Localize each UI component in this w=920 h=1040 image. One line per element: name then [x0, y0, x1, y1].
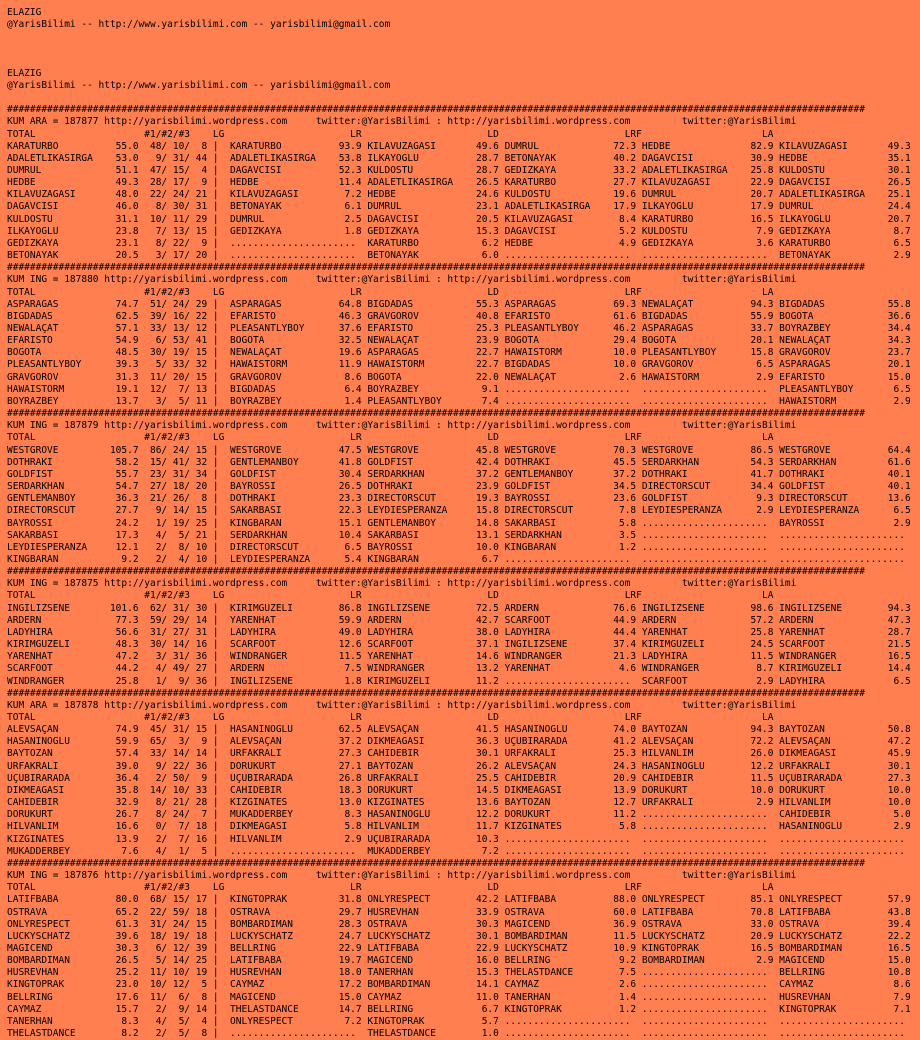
table-row: BAYROSSI 24.2 1/ 19/ 25 | KINGBARAN 15.1 GENTLEMANBOY 14.8 SAKARBASI 5.8 ...................... BAYROSSI 2.9 [7, 517, 911, 529]
separator-line: ###################################################################################################################################################### [7, 262, 865, 274]
table-row: ALEVSAÇAN 74.9 45/ 31/ 15 | HASANINOGLU 62.5 ALEVSAÇAN 41.5 HASANINOGLU 74.0 BAYTOZAN 94.3 BAYTOZAN 50.8 [7, 724, 911, 736]
table-row: NEWALAÇAT 57.1 33/ 13/ 12 | PLEASANTLYBOY 37.6 EFARISTO 25.3 PLEASANTLYBOY 46.2 ASPARAGAS 33.7 BOYRAZBEY 34.4 [7, 323, 911, 334]
table-row: YARENHAT 47.2 3/ 31/ 36 | WINDRANGER 11.5 YARENHAT 14.6 WINDRANGER 21.3 LADYHIRA 11.5 WINDRANGER 16.5 [7, 651, 911, 663]
table-row: ONLYRESPECT 61.3 31/ 24/ 15 | BOMBARDIMAN 28.3 OSTRAVA 30.3 MAGICEND 36.9 OSTRAVA 33.0 OSTRAVA 39.4 [7, 918, 911, 930]
table-row: SAKARBASI 17.3 4/ 5/ 21 | SERDARKHAN 10.4 SAKARBASI 13.1 SERDARKHAN 3.5 ...................... ...................... [7, 529, 905, 541]
race-section [7, 858, 920, 1040]
spacer [7, 43, 920, 55]
table-row: BELLRING 17.6 11/ 6/ 8 | MAGICEND 15.0 CAYMAZ 11.0 TANERHAN 1.4 ...................... HÜSREVHAN 7.9 [7, 991, 911, 1003]
table-row: EFARISTO 54.9 6/ 53/ 41 | BOGOTA 32.5 NEWALAÇAT 23.9 BOGOTA 29.4 BOGOTA 20.1 NEWALAÇAT 34.3 [7, 335, 911, 347]
contact-line: @YarisBilimi -- http://www.yarisbilimi.com -- yarisbilimi@gmail.com [7, 79, 391, 91]
table-row: PLEASANTLYBOY 39.3 5/ 33/ 32 | HAWAISTORM 11.9 HAWAISTORM 22.7 BIGDADAS 10.0 GRAVGOROV 6.5 ASPARAGAS 20.1 [7, 359, 911, 371]
table-row: KINGTOPRAK 23.0 10/ 12/ 5 | CAYMAZ 17.2 BOMBARDIMAN 14.1 CAYMAZ 2.6 ...................... CAYMAZ 8.6 [7, 979, 911, 991]
table-row: GENTLEMANBOY 36.3 21/ 26/ 8 | DOTHRAKI 23.3 DIRECTORSCUT 19.3 BAYROSSI 23.6 GOLDFIST 9.3 DIRECTORSCUT 13.6 [7, 493, 911, 505]
table-row: DIKMEAGASI 35.8 14/ 10/ 33 | CAHIDEBIR 18.3 DORUKURT 14.5 DIKMEAGASI 13.9 DORUKURT 10.0 DORUKURT 10.0 [7, 784, 911, 796]
race-header: KUM ING = 187875 http://yarisbilimi.wordpress.com twitter:@YarisBilimi : http://yarisbilimi.wordpress.com twitter:@YarisBilimi [7, 578, 797, 590]
table-row: BOYRAZBEY 13.7 3/ 5/ 11 | BOYRAZBEY 1.4 PLEASANTLYBOY 7.4 ...................... ...................... HAWAISTORM 2.9 [7, 395, 911, 407]
table-row: KINGBARAN 9.2 2/ 4/ 10 | LEYDIESPERANZA 5.4 KINGBARAN 6.7 ...................... ...................... ...................... [7, 553, 905, 565]
table-row: MAGICEND 30.3 6/ 12/ 39 | BELLRING 22.9 LATIFBABA 22.9 LUCKYSCHATZ 10.9 KINGTOPRAK 16.5 BOMBARDIMAN 16.5 [7, 942, 911, 954]
table-row: URFAKRALI 39.0 9/ 22/ 36 | DORUKURT 27.1 BAYTOZAN 26.2 ALEVSAÇAN 24.3 HASANINOGLU 12.2 URFAKRALI 30.1 [7, 760, 911, 772]
column-headers: TOTAL #1/#2/#3 LG LR LD LRF LA [7, 882, 774, 894]
table-row: HEDBE 49.3 28/ 17/ 9 | HEDBE 11.4 ADALETLIKASIRGA 26.5 KARATURBO 27.7 KILAVUZAGASI 22.9 DAGAVCISI 26.5 [7, 177, 911, 189]
table-row: OSTRAVA 65.2 22/ 59/ 18 | OSTRAVA 29.7 HÜSREVHAN 33.9 OSTRAVA 60.0 LATIFBABA 70.8 LATIFBABA 43.8 [7, 906, 911, 918]
table-row: KILAVUZAGASI 48.0 22/ 24/ 21 | KILAVUZAGASI 7.2 HEDBE 24.6 KULDOSTU 19.6 DUMRUL 20.7 ADALETLIKASIRGA 25.1 [7, 189, 911, 201]
separator-line: ###################################################################################################################################################### [7, 408, 865, 420]
spacer [7, 31, 920, 43]
page-title: ELAZIG [7, 67, 42, 79]
table-row: ARDERN 77.3 59/ 29/ 14 | YARENHAT 59.9 ARDERN 42.7 SCARFOOT 44.9 ARDERN 57.2 ARDERN 47.3 [7, 614, 911, 626]
separator-line: ###################################################################################################################################################### [7, 104, 865, 116]
table-row: KULDOSTU 31.1 10/ 11/ 29 | DUMRUL 2.5 DAGAVCISI 20.5 KILAVUZAGASI 8.4 KARATURBO 16.5 ILKAYOGLU 20.7 [7, 213, 911, 225]
table-row: ÜÇÜBIRARADA 36.4 2/ 50/ 9 | ÜÇÜBIRARADA 26.8 URFAKRALI 25.5 CAHIDEBIR 20.9 CAHIDEBIR 11.5 ÜÇÜBIRARADA 27.3 [7, 772, 911, 784]
race-sections [7, 104, 920, 1040]
column-headers: TOTAL #1/#2/#3 LG LR LD LRF LA [7, 712, 774, 723]
table-row: CAHIDEBIR 32.9 8/ 21/ 28 | KIZGINATES 13.0 KIZGINATES 13.6 BAYTOZAN 12.7 URFAKRALI 2.9 HILVANLIM 10.0 [7, 797, 911, 809]
table-row: ADALETLIKASIRGA 53.0 9/ 31/ 44 | ADALETLIKASIRGA 53.8 ILKAYOGLU 28.7 BETONAYAK 40.2 DAGAVCISI 30.9 HEDBE 35.1 [7, 152, 911, 164]
table-row: ASPARAGAS 74.7 51/ 24/ 29 | ASPARAGAS 64.8 BIGDADAS 55.3 ASPARAGAS 69.3 NEWALAÇAT 94.3 BIGDADAS 55.8 [7, 298, 911, 310]
table-row: TANERHAN 8.3 4/ 5/ 4 | ONLYRESPECT 7.2 KINGTOPRAK 5.7 ...................... ...................... ...................... [7, 1015, 905, 1027]
table-row: BETONAYAK 20.5 3/ 17/ 20 | ...................... BETONAYAK 6.0 ...................... ...................... BETONAYAK 2.9 [7, 250, 911, 262]
table-row: DAGAVCISI 46.0 8/ 30/ 31 | BETONAYAK 6.1 DUMRUL 23.1 ADALETLIKASIRGA 17.9 ILKAYOGLU 17.9 DUMRUL 24.4 [7, 201, 911, 213]
column-headers: TOTAL #1/#2/#3 LG LR LD LRF LA [7, 590, 774, 602]
table-row: MUKADDERBEY 7.6 4/ 1/ 5 | ...................... MUKADDERBEY 7.2 ...................... ...................... ...................... [7, 845, 905, 857]
column-headers: TOTAL #1/#2/#3 LG LR LD LRF LA [7, 128, 774, 140]
spacer [7, 92, 920, 104]
race-header: KUM ARA = 187878 http://yarisbilimi.wordpress.com twitter:@YarisBilimi : http://yarisbilimi.wordpress.com twitter:@YarisBilimi [7, 699, 797, 711]
separator-line: ###################################################################################################################################################### [7, 687, 865, 699]
column-headers: TOTAL #1/#2/#3 LG LR LD LRF LA [7, 432, 774, 444]
race-section [7, 566, 920, 688]
race-header: KUM ARA = 187877 http://yarisbilimi.wordpress.com twitter:@YarisBilimi : http://yarisbilimi.wordpress.com twitter:@YarisBilimi [7, 116, 797, 128]
table-row: BOGOTA 48.5 30/ 19/ 15 | NEWALAÇAT 19.6 ASPARAGAS 22.7 HAWAISTORM 10.0 PLEASANTLYBOY 15.8 GRAVGOROV 23.7 [7, 347, 911, 359]
table-row: ILKAYOGLU 23.8 7/ 13/ 15 | GEDIZKAYA 1.8 GEDIZKAYA 15.3 DAGAVCISI 5.2 KULDOSTU 7.9 GEDIZKAYA 8.7 [7, 225, 911, 237]
race-section [7, 688, 920, 858]
table-row: SERDARKHAN 54.7 27/ 18/ 20 | BAYROSSI 26.5 DOTHRAKI 23.9 GOLDFIST 34.5 DIRECTORSCUT 34.4 GOLDFIST 40.1 [7, 481, 911, 493]
table-row: DUMRUL 51.1 47/ 15/ 4 | DAGAVCISI 52.3 KULDOSTU 28.7 GEDIZKAYA 33.2 ADALETLIKASIRGA 25.8 KULDOSTU 30.1 [7, 164, 911, 176]
table-row: HASANINOGLU 59.9 65/ 3/ 9 | ALEVSAÇAN 37.2 DIKMEAGASI 36.3 ÜÇÜBIRARADA 41.2 ALEVSAÇAN 72.2 ALEVSAÇAN 47.2 [7, 736, 911, 748]
separator-line: ###################################################################################################################################################### [7, 566, 865, 578]
table-row: GOLDFIST 55.7 23/ 31/ 34 | GOLDFIST 30.4 SERDARKHAN 37.2 GENTLEMANBOY 37.2 DOTHRAKI 41.7 DOTHRAKI 40.1 [7, 468, 911, 480]
race-section [7, 104, 920, 262]
table-row: HILVANLIM 16.6 0/ 7/ 18 | DIKMEAGASI 5.8 HILVANLIM 11.7 KIZGINATES 5.8 ...................... HASANINOGLU 2.9 [7, 821, 911, 833]
table-row: THELASTDANCE 8.2 2/ 5/ 8 | ...................... THELASTDANCE 1.0 ...................... ...................... ...................... [7, 1028, 905, 1040]
spacer [7, 56, 920, 68]
race-section [7, 262, 920, 408]
table-row: HÜSREVHAN 25.2 11/ 10/ 19 | HÜSREVHAN 18.0 TANERHAN 15.3 THELASTDANCE 7.5 ...................... BELLRING 10.8 [7, 967, 911, 979]
page-title: ELAZIG [7, 7, 42, 18]
table-row: KIZGINATES 13.9 2/ 7/ 16 | HILVANLIM 2.9 ÜÇÜBIRARADA 10.3 ...................... ...................... ...................... [7, 833, 905, 845]
table-row: KARATURBO 55.0 48/ 10/ 8 | KARATURBO 93.9 KILAVUZAGASI 49.6 DUMRUL 72.3 HEDBE 82.9 KILAVUZAGASI 49.3 [7, 140, 911, 152]
table-row: WINDRANGER 25.8 1/ 9/ 36 | INGILIZSENE 1.8 KIRIMGÜZELI 11.2 ...................... SCARFOOT 2.9 LADYHIRA 6.5 [7, 675, 911, 687]
table-row: HAWAISTORM 19.1 12/ 7/ 13 | BIGDADAS 6.4 BOYRAZBEY 9.1 ...................... ...................... PLEASANTLYBOY 6.5 [7, 383, 911, 395]
race-header: KUM ING = 187879 http://yarisbilimi.wordpress.com twitter:@YarisBilimi : http://yarisbilimi.wordpress.com twitter:@YarisBilimi [7, 420, 797, 432]
race-header: KUM ING = 187880 http://yarisbilimi.wordpress.com twitter:@YarisBilimi : http://yarisbilimi.wordpress.com twitter:@YarisBilimi [7, 274, 797, 286]
table-row: WESTGROVE 105.7 86/ 24/ 15 | WESTGROVE 47.5 WESTGROVE 45.8 WESTGROVE 70.3 WESTGROVE 86.5 WESTGROVE 64.4 [7, 444, 911, 456]
table-row: KIRIMGÜZELI 48.3 30/ 14/ 16 | SCARFOOT 12.6 SCARFOOT 37.1 INGILIZSENE 37.4 KIRIMGÜZELI 24.5 SCARFOOT 21.5 [7, 639, 911, 651]
table-row: LATIFBABA 80.0 68/ 15/ 17 | KINGTOPRAK 31.8 ONLYRESPECT 42.2 LATIFBABA 88.0 ONLYRESPECT 85.1 ONLYRESPECT 57.9 [7, 894, 911, 906]
table-row: LUCKYSCHATZ 39.6 18/ 19/ 18 | LUCKYSCHATZ 24.7 LUCKYSCHATZ 30.1 BOMBARDIMAN 11.5 LUCKYSCHATZ 20.9 LUCKYSCHATZ 22.2 [7, 930, 911, 942]
table-row: SCARFOOT 44.2 4/ 49/ 27 | ARDERN 7.5 WINDRANGER 13.2 YARENHAT 4.6 WINDRANGER 8.7 KIRIMGÜZELI 14.4 [7, 663, 911, 675]
table-row: GRAVGOROV 31.3 11/ 20/ 15 | GRAVGOROV 8.6 BOGOTA 22.0 NEWALAÇAT 2.6 HAWAISTORM 2.9 EFARISTO 15.0 [7, 371, 911, 383]
table-row: DOTHRAKI 58.2 15/ 41/ 32 | GENTLEMANBOY 41.8 GOLDFIST 42.4 DOTHRAKI 45.5 SERDARKHAN 54.3 SERDARKHAN 61.6 [7, 456, 911, 468]
separator-line: ###################################################################################################################################################### [7, 857, 865, 869]
table-row: CAYMAZ 15.7 2/ 9/ 14 | THELASTDANCE 14.7 BELLRING 6.7 KINGTOPRAK 1.2 ...................... KINGTOPRAK 7.1 [7, 1003, 911, 1015]
table-row: BIGDADAS 62.5 39/ 16/ 22 | EFARISTO 46.3 GRAVGOROV 40.8 EFARISTO 61.6 BIGDADAS 55.9 BOGOTA 36.6 [7, 310, 911, 322]
table-row: DORUKURT 26.7 8/ 24/ 7 | MUKADDERBEY 8.3 HASANINOGLU 12.2 DORUKURT 11.2 ...................... CAHIDEBIR 5.0 [7, 809, 911, 821]
table-row: GEDIZKAYA 23.1 8/ 22/ 9 | ...................... KARATURBO 6.2 HEDBE 4.9 GEDIZKAYA 3.6 KARATURBO 6.5 [7, 237, 911, 249]
table-row: BAYTOZAN 57.4 33/ 14/ 14 | URFAKRALI 27.3 CAHIDEBIR 30.1 URFAKRALI 25.3 HILVANLIM 26.0 DIKMEAGASI 45.9 [7, 748, 911, 760]
race-header: KUM ING = 187876 http://yarisbilimi.wordpress.com twitter:@YarisBilimi : http://yarisbilimi.wordpress.com twitter:@YarisBilimi [7, 870, 797, 882]
table-row: LADYHIRA 56.6 31/ 27/ 31 | LADYHIRA 49.0 LADYHIRA 38.0 LADYHIRA 44.4 YARENHAT 25.8 YARENHAT 28.7 [7, 626, 911, 638]
table-row: INGILIZSENE 101.6 62/ 31/ 30 | KIRIMGÜZELI 86.8 INGILIZSENE 72.5 ARDERN 76.6 INGILIZSENE 98.6 INGILIZSENE 94.3 [7, 602, 911, 614]
race-section [7, 408, 920, 566]
column-headers: TOTAL #1/#2/#3 LG LR LD LRF LA [7, 286, 774, 298]
table-row: DIRECTORSCUT 27.7 9/ 14/ 15 | SAKARBASI 22.3 LEYDIESPERANZA 15.8 DIRECTORSCUT 7.8 LEYDIESPERANZA 2.9 LEYDIESPERANZA 6.5 [7, 505, 911, 517]
table-row: LEYDIESPERANZA 12.1 2/ 8/ 10 | DIRECTORSCUT 6.5 BAYROSSI 10.0 KINGBARAN 1.2 ...................... ...................... [7, 541, 905, 553]
table-row: BOMBARDIMAN 26.5 5/ 14/ 25 | LATIFBABA 19.7 MAGICEND 16.0 BELLRING 9.2 BOMBARDIMAN 2.9 MAGICEND 15.0 [7, 955, 911, 967]
contact-line: @YarisBilimi -- http://www.yarisbilimi.com -- yarisbilimi@gmail.com [7, 19, 391, 31]
